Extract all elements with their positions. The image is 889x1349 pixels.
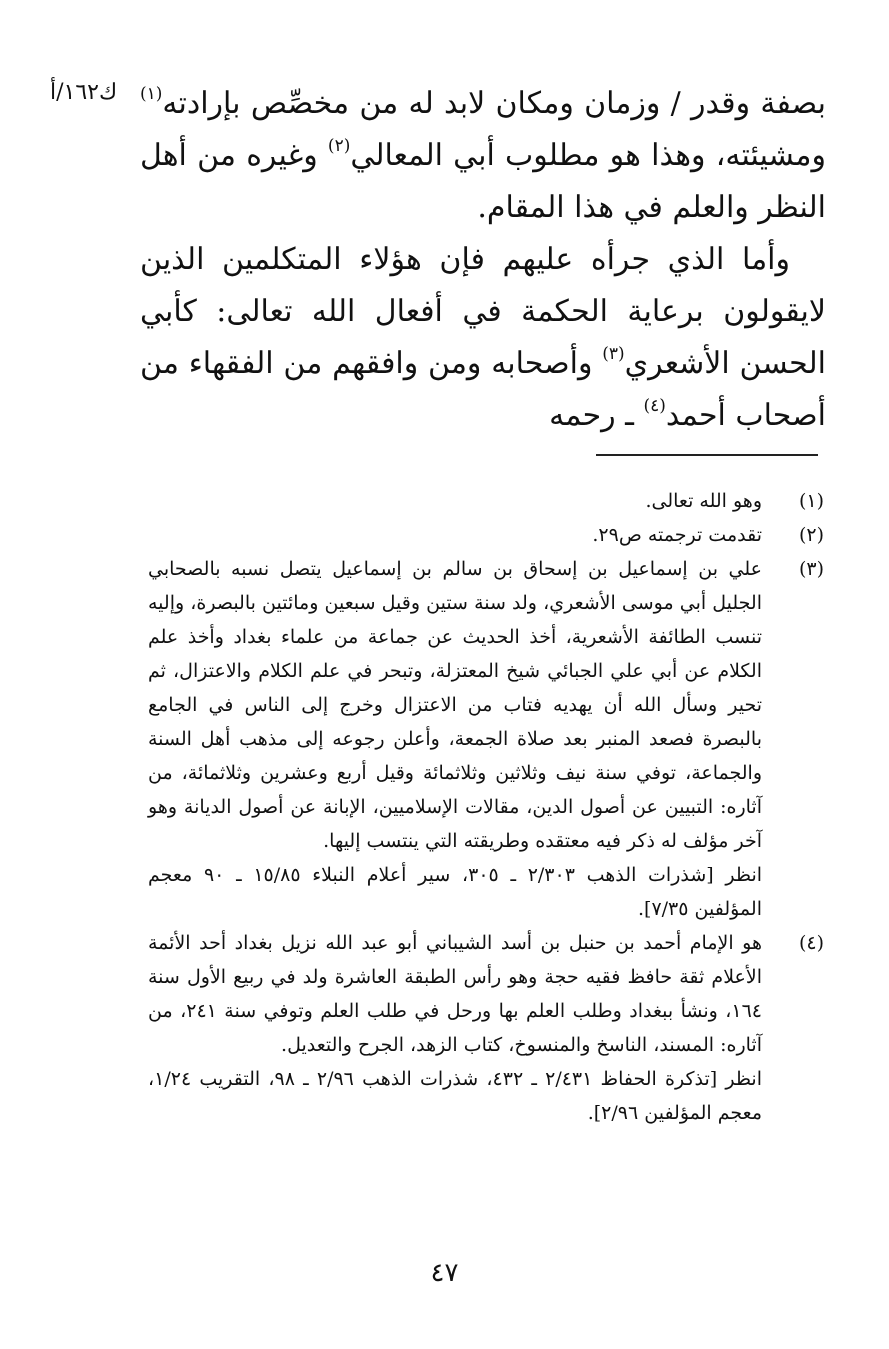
text-segment: وأصحابه ومن وافقهم من الفقهاء من أصحاب أحمد xyxy=(140,346,826,433)
footnotes xyxy=(148,484,824,1130)
text-segment: بصفة وقدر / وزمان ومكان لابد له من مخصِّص بإرادته xyxy=(162,86,826,121)
footnote-number: (٤) xyxy=(798,932,824,954)
footnote-text: انظر [تذكرة الحفاظ ٢/٤٣١ ـ ٤٣٢، شذرات الذهب ٢/٩٦ ـ ٩٨، التقريب ١/٢٤، معجم المؤلفين ٢/٩٦]. xyxy=(148,1068,762,1124)
page-number: ٤٧ xyxy=(430,1258,459,1288)
footnote-text: علي بن إسماعيل بن إسحاق بن سالم بن إسماعيل يتصل نسبه بالصحابي الجليل أبي موسى الأشعري، ولد سنة ستين وقيل سبعين ومائتين بالبصرة، وإليه تنسب الطائفة الأشعرية، أخذ الحديث عن جماعة من علماء بغداد وأخذ علم الكلام عن أبي علي الجبائي شيخ المعتزلة، وتبحر في علم الكلام والاعتزال، ثم تحير وسأل الله أن يهديه فتاب من الاعتزال وخرج إلى الناس في الجامع بالبصرة فصعد المنبر بعد صلاة الجمعة، وأعلن رجوعه إلى مذهب أهل السنة والجماعة، توفي سنة نيف وثلاثين وثلاثمائة وقيل أربع وعشرين وثلاثمائة، من آثاره: التبيين عن أصول الدين، مقالات الإسلاميين، الإبانة عن أصول الديانة وهو آخر مؤلف له ذكر فيه معتقده وطريقته التي ينتسب إليها. xyxy=(148,558,762,852)
main-paragraph-2 xyxy=(140,234,826,442)
footnote-text: هو الإمام أحمد بن حنبل بن أسد الشيباني أبو عبد الله نزيل بغداد أحد الأئمة الأعلام ثقة حافظ فقيه حجة وهو رأس الطبقة العاشرة ولد في ربيع الأول سنة ١٦٤، ونشأ ببغداد وطلب العلم بها ورحل في طلب العلم وتوفي سنة ٢٤١، من آثاره: المسند، الناسخ والمنسوخ، كتاب الزهد، الجرح والتعديل. xyxy=(148,932,763,1056)
main-paragraph-1 xyxy=(140,78,826,234)
footnote xyxy=(148,552,824,926)
footnote-divider xyxy=(596,454,818,456)
footnote xyxy=(148,484,824,518)
footnote-reference: (٢) xyxy=(327,136,351,156)
footnote-text: انظر [شذرات الذهب ٢/٣٠٣ ـ ٣٠٥، سير أعلام النبلاء ١٥/٨٥ ـ ٩٠ معجم المؤلفين ٧/٣٥]. xyxy=(148,864,763,920)
footnote-reference: (١) xyxy=(140,84,163,104)
footnote-number: (٣) xyxy=(798,558,824,580)
main-text xyxy=(140,78,826,442)
text-segment: ومشيئته، وهذا هو مطلوب أبي المعالي xyxy=(350,138,826,173)
footnote xyxy=(148,926,824,1130)
footnote xyxy=(148,518,824,552)
footnote-reference: (٣) xyxy=(602,344,625,364)
footnote-text: تقدمت ترجمته ص٢٩. xyxy=(592,524,762,546)
text-segment: وغيره من أهل النظر والعلم في هذا المقام. xyxy=(140,138,826,225)
text-segment: ـ رحمه xyxy=(549,398,644,433)
footnote-reference: (٤) xyxy=(643,396,666,416)
manuscript-folio-note: ك١٦٢/أ xyxy=(50,80,118,105)
footnote-number: (١) xyxy=(798,490,824,512)
text-segment: وأما الذي جرأه عليهم فإن هؤلاء المتكلمين الذين لايقولون برعاية الحكمة في أفعال الله تعالى: كأبي الحسن الأشعري xyxy=(140,242,826,381)
footnote-text: وهو الله تعالى. xyxy=(645,490,762,512)
footnote-number: (٢) xyxy=(798,524,824,546)
